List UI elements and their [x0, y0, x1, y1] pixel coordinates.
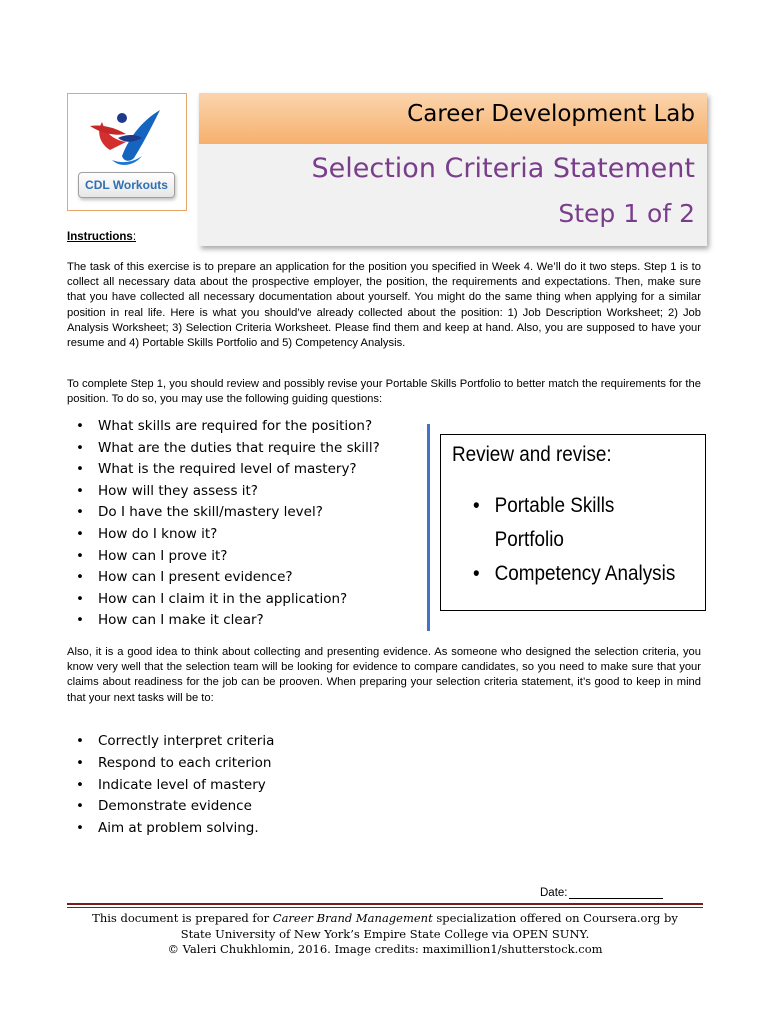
date-blank-line	[569, 886, 663, 899]
footer-line-3: © Valeri Chukhlomin, 2016. Image credits: maximillion1/shutterstock.com	[167, 942, 603, 957]
list-item: • Aim at problem solving.	[76, 818, 274, 840]
header-panel	[199, 93, 707, 246]
list-item: • What are the duties that require the skill?	[76, 438, 380, 460]
list-item: • Competency Analysis	[473, 557, 675, 591]
instructions-heading: Instructions:	[67, 231, 137, 243]
page-title: Selection Criteria Statement	[311, 153, 695, 184]
bullet-icon: •	[76, 569, 84, 586]
list-item: • How can I make it clear?	[76, 610, 380, 632]
list-item: • Indicate level of mastery	[76, 775, 274, 797]
bullet-icon: •	[76, 547, 84, 564]
review-box-title: Review and revise:	[452, 443, 612, 466]
list-item: • How can I prove it?	[76, 546, 380, 568]
footer	[67, 911, 703, 958]
vertical-divider	[427, 424, 430, 631]
footer-rule-thin	[67, 907, 703, 908]
bullet-icon: •	[76, 798, 84, 815]
cdl-logo	[67, 93, 187, 211]
step-indicator: Step 1 of 2	[558, 199, 695, 228]
bullet-icon: •	[76, 482, 84, 499]
list-item: • Demonstrate evidence	[76, 796, 274, 818]
bullet-icon: •	[76, 820, 84, 837]
bullet-icon: •	[473, 494, 480, 517]
list-item: Portfolio	[494, 528, 564, 551]
bullet-icon: •	[76, 590, 84, 607]
bullet-icon: •	[76, 418, 84, 434]
superhero-logo-icon	[82, 104, 172, 170]
bullet-icon: •	[473, 562, 480, 585]
bullet-icon: •	[76, 461, 84, 478]
list-item: • How do I know it?	[76, 524, 380, 546]
footer-line-1: This document is prepared for Career Brand Management specialization offered on Coursera.org by	[92, 911, 678, 925]
list-item: • Do I have the skill/mastery level?	[76, 502, 380, 524]
list-item: • What skills are required for the position?	[76, 416, 380, 438]
list-item: • How can I present evidence?	[76, 567, 380, 589]
bullet-icon: •	[76, 439, 84, 456]
list-item: • How can I claim it in the application?	[76, 589, 380, 611]
date-field: Date:	[540, 886, 663, 899]
next-tasks-list	[76, 731, 274, 840]
review-list	[473, 489, 698, 591]
cdl-workouts-button: CDL Workouts	[78, 172, 175, 198]
bullet-icon: •	[76, 525, 84, 542]
list-item: • How will they assess it?	[76, 481, 380, 503]
list-item: • Correctly interpret criteria	[76, 731, 274, 753]
bullet-icon: •	[76, 612, 84, 629]
footer-line-2: State University of New York’s Empire State College via OPEN SUNY.	[180, 926, 590, 941]
guiding-questions-list	[76, 416, 380, 632]
bullet-icon: •	[76, 733, 84, 749]
lab-title: Career Development Lab	[407, 101, 695, 127]
instructions-paragraph-2: To complete Step 1, you should review and possibly revise your Portable Skills Portfolio to better match the requirements for the position. To do so, you may use the following guiding questions:	[67, 378, 701, 406]
list-item: • What is the required level of mastery?	[76, 459, 380, 481]
list-item: • Portable Skills	[473, 489, 675, 523]
header-title-bar	[199, 93, 707, 144]
instructions-paragraph-1: The task of this exercise is to prepare an application for the position you specified in Week 4. We’ll do it two steps. Step 1 is to collect all necessary data about the prospective employer, the position, the requirements and expectations. Then, make sure that you have collected all necessary documentation about yourself. You might do the same thing when applying for a similar position in real life. Here is what you should’ve already collected about the position: 1) Job Description Worksheet; 2) Job Analysis Worksheet; 3) Selection Criteria Worksheet. Please find them and keep at hand. Also, you are supposed to have your resume and 4) Portable Skills Portfolio and 5) Competency Analysis.	[67, 261, 701, 350]
bullet-icon: •	[76, 754, 84, 771]
footer-rule	[67, 903, 703, 905]
list-item: • Respond to each criterion	[76, 753, 274, 775]
bullet-icon: •	[76, 504, 84, 521]
review-and-revise-box	[440, 434, 706, 611]
instructions-paragraph-3: Also, it is a good idea to think about collecting and presenting evidence. As someone who designed the selection criteria, you know very well that the selection team will be looking for evidence to compare candidates, so you need to make sure that your claims about readiness for the job can be prooven. When preparing your selection criteria statement, it’s good to keep in mind that your next tasks will be to:	[67, 646, 701, 704]
bullet-icon: •	[76, 776, 84, 793]
